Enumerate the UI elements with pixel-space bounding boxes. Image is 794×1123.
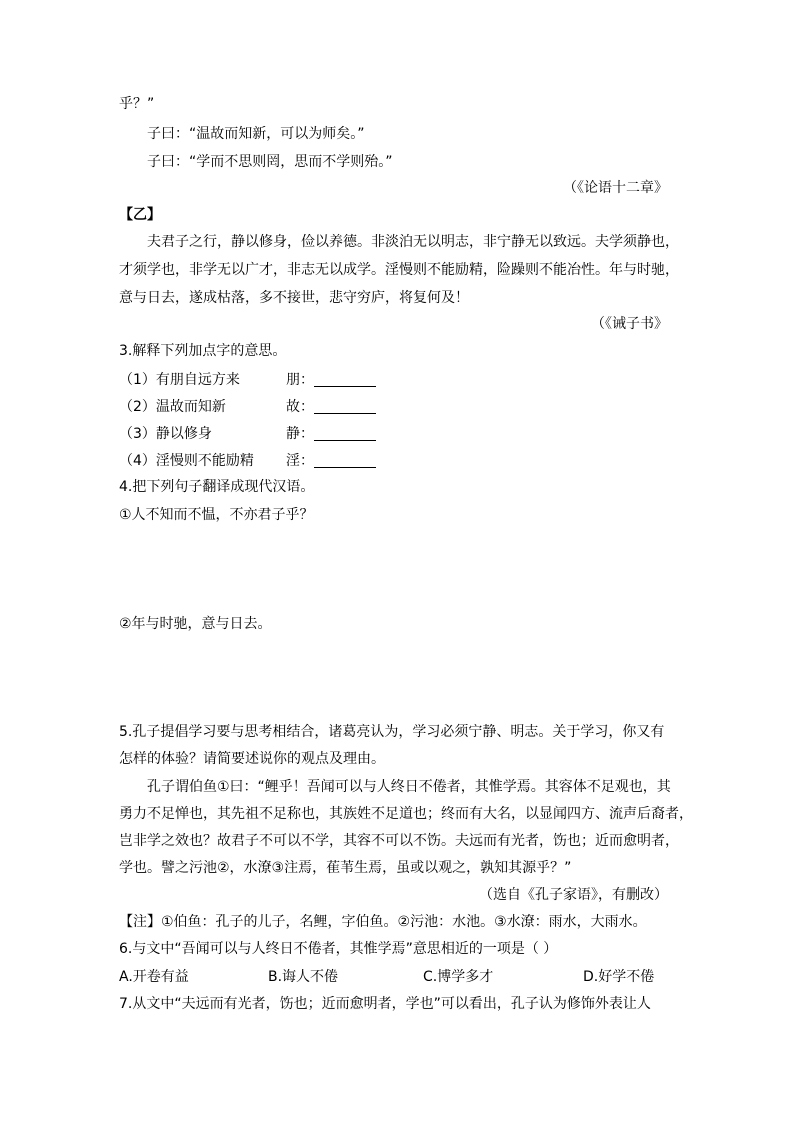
answer-blank[interactable] [314, 399, 376, 414]
passage-line: 意与日去，遂成枯落，多不接世，悲守穷庐，将复何及！ [119, 290, 469, 306]
text-line: 乎？” [119, 96, 155, 112]
passage-line: 学也。譬之污池②，水潦③注焉，萑苇生焉，虽或以观之，孰知其源乎？” [119, 860, 572, 876]
q3-char: 朋： [286, 372, 314, 388]
q3-phrase: （1）有朋自远方来 [119, 372, 240, 388]
question-title: 5.孔子提倡学习要与思考相结合，诸葛亮认为，学习必须宁静、明志。关于学习，你又有 [119, 724, 665, 740]
translation-sentence: ②年与时驰，意与日去。 [119, 616, 272, 632]
footnote: 【注】①伯鱼：孔子的儿子，名鲤，字伯鱼。②污池：水池。③水潦：雨水，大雨水。 [119, 914, 647, 930]
section-heading: 【乙】 [119, 207, 161, 223]
passage-line: 夫君子之行，静以修身，俭以养德。非淡泊无以明志，非宁静无以致远。夫学须静也， [147, 234, 679, 250]
q3-phrase: （4）淫慢则不能励精 [119, 453, 254, 469]
answer-blank[interactable] [314, 453, 376, 468]
q3-phrase: （2）温故而知新 [119, 399, 226, 415]
source-citation: （《诫子书》 [591, 316, 668, 332]
q3-char: 淫： [286, 453, 314, 469]
question-title: 7.从文中“夫远而有光者，饬也；近而愈明者，学也”可以看出，孔子认为修饰外表让人 [119, 996, 651, 1012]
q3-phrase: （3）静以修身 [119, 426, 212, 442]
text-line: 子曰：“学而不思则罔，思而不学则殆。” [147, 154, 393, 170]
passage-line: 勇力不足惮也，其先祖不足称也，其族姓不足道也；终而有大名，以显闻四方、流声后裔者， [119, 806, 693, 822]
text-line: 子曰：“温故而知新，可以为师矣。” [147, 126, 365, 142]
q3-char: 静： [286, 426, 314, 442]
answer-blank[interactable] [314, 372, 376, 387]
answer-blank[interactable] [314, 426, 376, 441]
passage-line: 岂非学之效也？故君子不可以不学，其容不可以不饬。夫远而有光者，饬也；近而愈明者， [119, 833, 679, 849]
question-title: 4.把下列句子翻译成现代汉语。 [119, 479, 315, 495]
question-title: 怎样的体验？请简要述说你的观点及理由。 [119, 751, 385, 767]
question-title: 6.与文中“吾闻可以与人终日不倦者，其惟学焉”意思相近的一项是（ ） [119, 941, 558, 957]
option-a[interactable]: A.开卷有益 [119, 969, 189, 985]
source-citation: （选自《孔子家语》，有删改） [479, 887, 668, 903]
option-b[interactable]: B.诲人不倦 [268, 969, 339, 985]
option-c[interactable]: C.博学多才 [423, 969, 494, 985]
passage-line: 孔子谓伯鱼①曰：“鲤乎！吾闻可以与人终日不倦者，其惟学焉。其容体不足观也，其 [147, 779, 671, 795]
source-citation: （《论语十二章》 [563, 180, 668, 196]
q3-char: 故： [286, 399, 314, 415]
passage-line: 才须学也，非学无以广才，非志无以成学。淫慢则不能励精，险躁则不能冶性。年与时驰， [119, 262, 679, 278]
question-title: 3.解释下列加点字的意思。 [119, 343, 287, 359]
translation-sentence: ①人不知而不愠，不亦君子乎？ [119, 507, 314, 523]
option-d[interactable]: D.好学不倦 [583, 969, 655, 985]
